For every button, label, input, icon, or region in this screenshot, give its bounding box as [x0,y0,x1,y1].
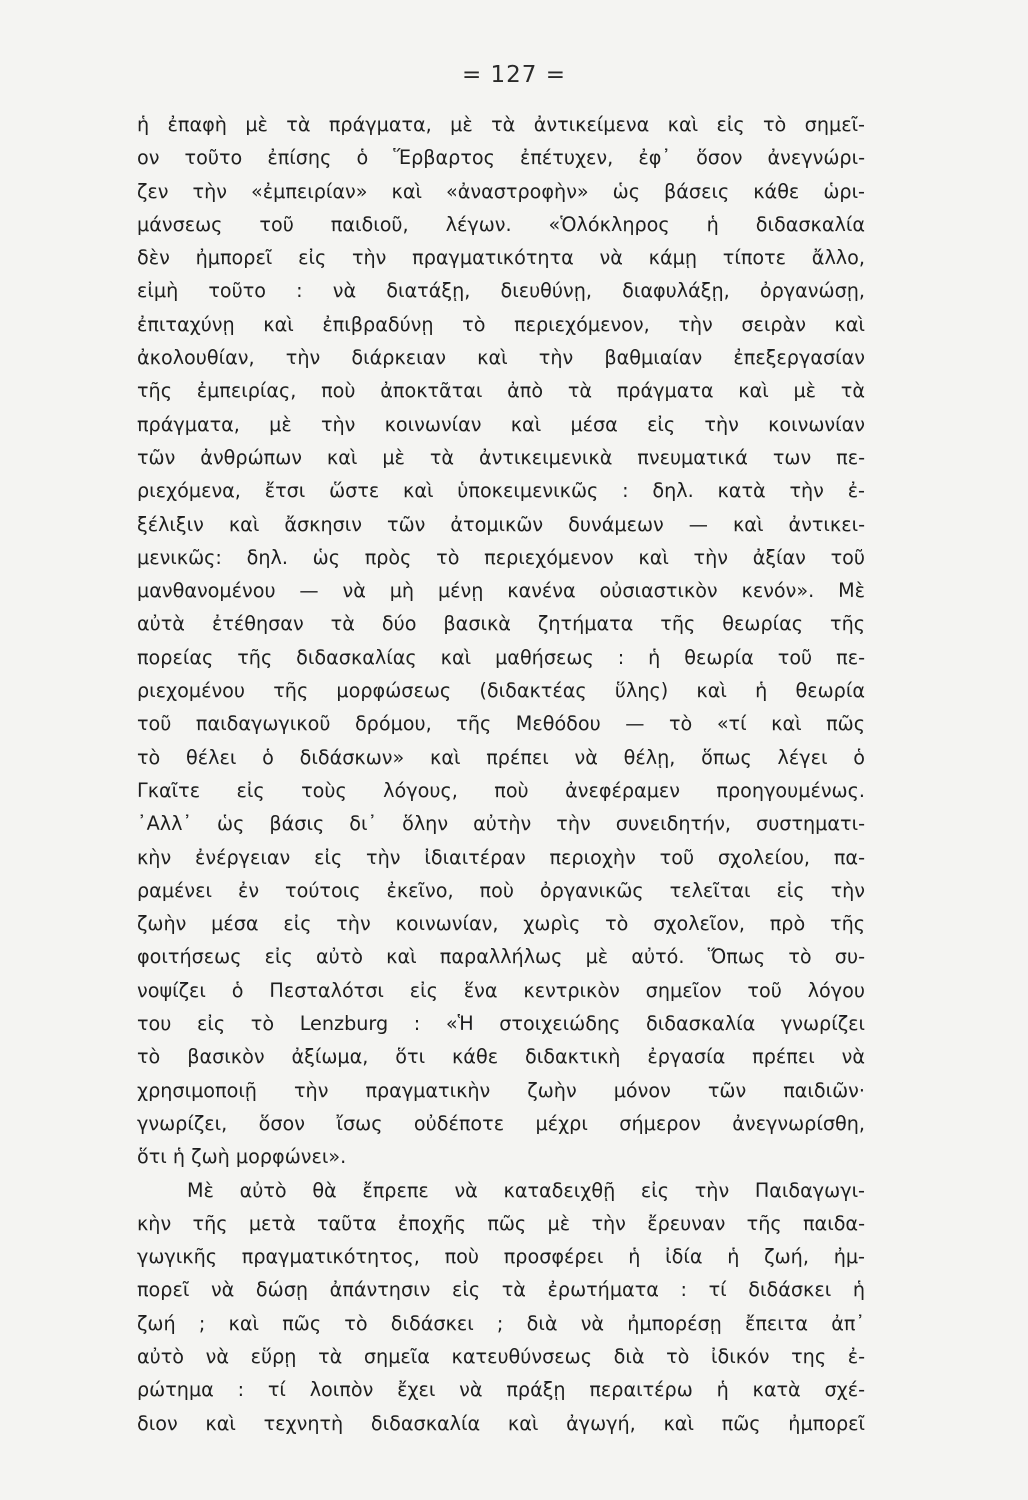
text-line: τῶν ἀνθρώπων καὶ μὲ τὰ ἀντικειμενικὰ πνευματικά των πε- [137,445,865,469]
text-line: ζεν τὴν «ἐμπειρίαν» καὶ «ἀναστροφὴν» ὡς βάσεις κάθε ὡρι- [137,179,865,203]
text-line: Μὲ αὐτὸ θὰ ἔπρεπε νὰ καταδειχθῇ εἰς τὴν Παιδαγωγι- [187,1178,865,1202]
text-line: ἀκολουθίαν, τὴν διάρκειαν καὶ τὴν βαθμιαίαν ἐπεξεργασίαν [137,346,865,370]
text-line: χρησιμοποιῇ τὴν πραγματικὴν ζωὴν μόνον τῶν παιδιῶν· [137,1078,865,1102]
text-line: τὸ βασικὸν ἀξίωμα, ὅτι κάθε διδακτικὴ ἐργασία πρέπει νὰ [137,1045,865,1069]
text-line: αὐτὰ ἐτέθησαν τὰ δύο βασικὰ ζητήματα τῆς θεωρίας τῆς [137,612,865,636]
text-line: δὲν ἠμπορεῖ εἰς τὴν πραγματικότητα νὰ κάμῃ τίποτε ἄλλο, [137,246,865,270]
text-line: νοψίζει ὁ Πεσταλότσι εἰς ἕνα κεντρικὸν σημεῖον τοῦ λόγου [137,978,865,1002]
text-line: μάνσεως τοῦ παιδιοῦ, λέγων. «Ὁλόκληρος ἡ διδασκαλία [137,212,865,236]
text-line: ᾿Αλλ᾿ ὡς βάσις δι᾿ ὅλην αὐτὴν τὴν συνειδητήν, συστηματι- [137,812,865,836]
text-line: Γκαῖτε εἰς τοὺς λόγους, ποὺ ἀνεφέραμεν προηγουμένως. [137,778,865,802]
text-line: τοῦ παιδαγωγικοῦ δρόμου, τῆς Μεθόδου — τὸ «τί καὶ πῶς [137,712,865,736]
page-number: = 127 = [461,62,567,88]
text-line: ραμένει ἐν τούτοις ἐκεῖνο, ποὺ ὀργανικῶς τελεῖται εἰς τὴν [137,878,865,902]
text-line: ζωὴν μέσα εἰς τὴν κοινωνίαν, χωρὶς τὸ σχολεῖον, πρὸ τῆς [137,912,865,936]
text-line: εἰμὴ τοῦτο : νὰ διατάξῃ, διευθύνῃ, διαφυλάξῃ, ὀργανώσῃ, [137,279,865,303]
text-line: ὅτι ἡ ζωὴ μορφώνει». [137,1145,347,1169]
text-line: γνωρίζει, ὅσον ἴσως οὐδέποτε μέχρι σήμερον ἀνεγνωρίσθη, [137,1111,865,1135]
text-line: ριεχομένου τῆς μορφώσεως (διδακτέας ὕλης) καὶ ἡ θεωρία [137,679,865,703]
text-line: ζωή ; καὶ πῶς τὸ διδάσκει ; διὰ νὰ ἠμπορέσῃ ἔπειτα ἀπ᾿ [137,1311,865,1335]
text-line: πορεῖ νὰ δώσῃ ἀπάντησιν εἰς τὰ ἐρωτήματα : τί διδάσκει ἡ [137,1278,865,1302]
text-line: τὸ θέλει ὁ διδάσκων» καὶ πρέπει νὰ θέλῃ, ὅπως λέγει ὁ [137,745,865,769]
text-line: ριεχόμενα, ἔτσι ὥστε καὶ ὑποκειμενικῶς : δηλ. κατὰ τὴν ἐ- [137,479,865,503]
text-line: ξέλιξιν καὶ ἄσκησιν τῶν ἀτομικῶν δυνάμεων — καὶ ἀντικει- [137,512,865,536]
text-line: φοιτήσεως εἰς αὐτὸ καὶ παραλλήλως μὲ αὐτό. Ὅπως τὸ συ- [137,945,865,969]
text-line: του εἰς τὸ Lenzburg : «Ἡ στοιχειώδης διδασκαλία γνωρίζει [137,1012,865,1036]
body-text [137,108,865,1440]
text-line: ἡ ἐπαφὴ μὲ τὰ πράγματα, μὲ τὰ ἀντικείμενα καὶ εἰς τὸ σημεῖ- [137,113,865,136]
text-line: ρώτημα : τί λοιπὸν ἔχει νὰ πράξῃ περαιτέρω ἡ κατὰ σχέ- [137,1378,865,1402]
text-line: κὴν τῆς μετὰ ταῦτα ἐποχῆς πῶς μὲ τὴν ἔρευναν τῆς παιδα- [137,1211,865,1235]
text-line: γωγικῆς πραγματικότητος, ποὺ προσφέρει ἡ ἰδία ἡ ζωή, ἠμ- [137,1245,865,1269]
text-line: κὴν ἐνέργειαν εἰς τὴν ἰδιαιτέραν περιοχὴν τοῦ σχολείου, πα- [137,845,865,869]
text-line: ἐπιταχύνῃ καὶ ἐπιβραδύνῃ τὸ περιεχόμενον, τὴν σειρὰν καὶ [137,312,865,336]
text-line: πορείας τῆς διδασκαλίας καὶ μαθήσεως : ἡ θεωρία τοῦ πε- [137,645,865,669]
text-line: πράγματα, μὲ τὴν κοινωνίαν καὶ μέσα εἰς τὴν κοινωνίαν [137,412,865,436]
text-line: διον καὶ τεχνητὴ διδασκαλία καὶ ἀγωγή, καὶ πῶς ἠμπορεῖ [137,1411,865,1435]
text-line: ον τοῦτο ἐπίσης ὁ Ἕρβαρτος ἐπέτυχεν, ἐφ᾿ ὅσον ἀνεγνώρι- [137,146,865,170]
text-line: μενικῶς: δηλ. ὡς πρὸς τὸ περιεχόμενον καὶ τὴν ἀξίαν τοῦ [137,545,865,569]
text-line: τῆς ἐμπειρίας, ποὺ ἀποκτᾶται ἀπὸ τὰ πράγματα καὶ μὲ τὰ [137,379,865,403]
text-line: μανθανομένου — νὰ μὴ μένῃ κανένα οὐσιαστικὸν κενόν». Μὲ [137,579,865,603]
text-line: αὐτὸ νὰ εὕρῃ τὰ σημεῖα κατευθύνσεως διὰ τὸ ἰδικόν της ἐ- [137,1344,865,1368]
